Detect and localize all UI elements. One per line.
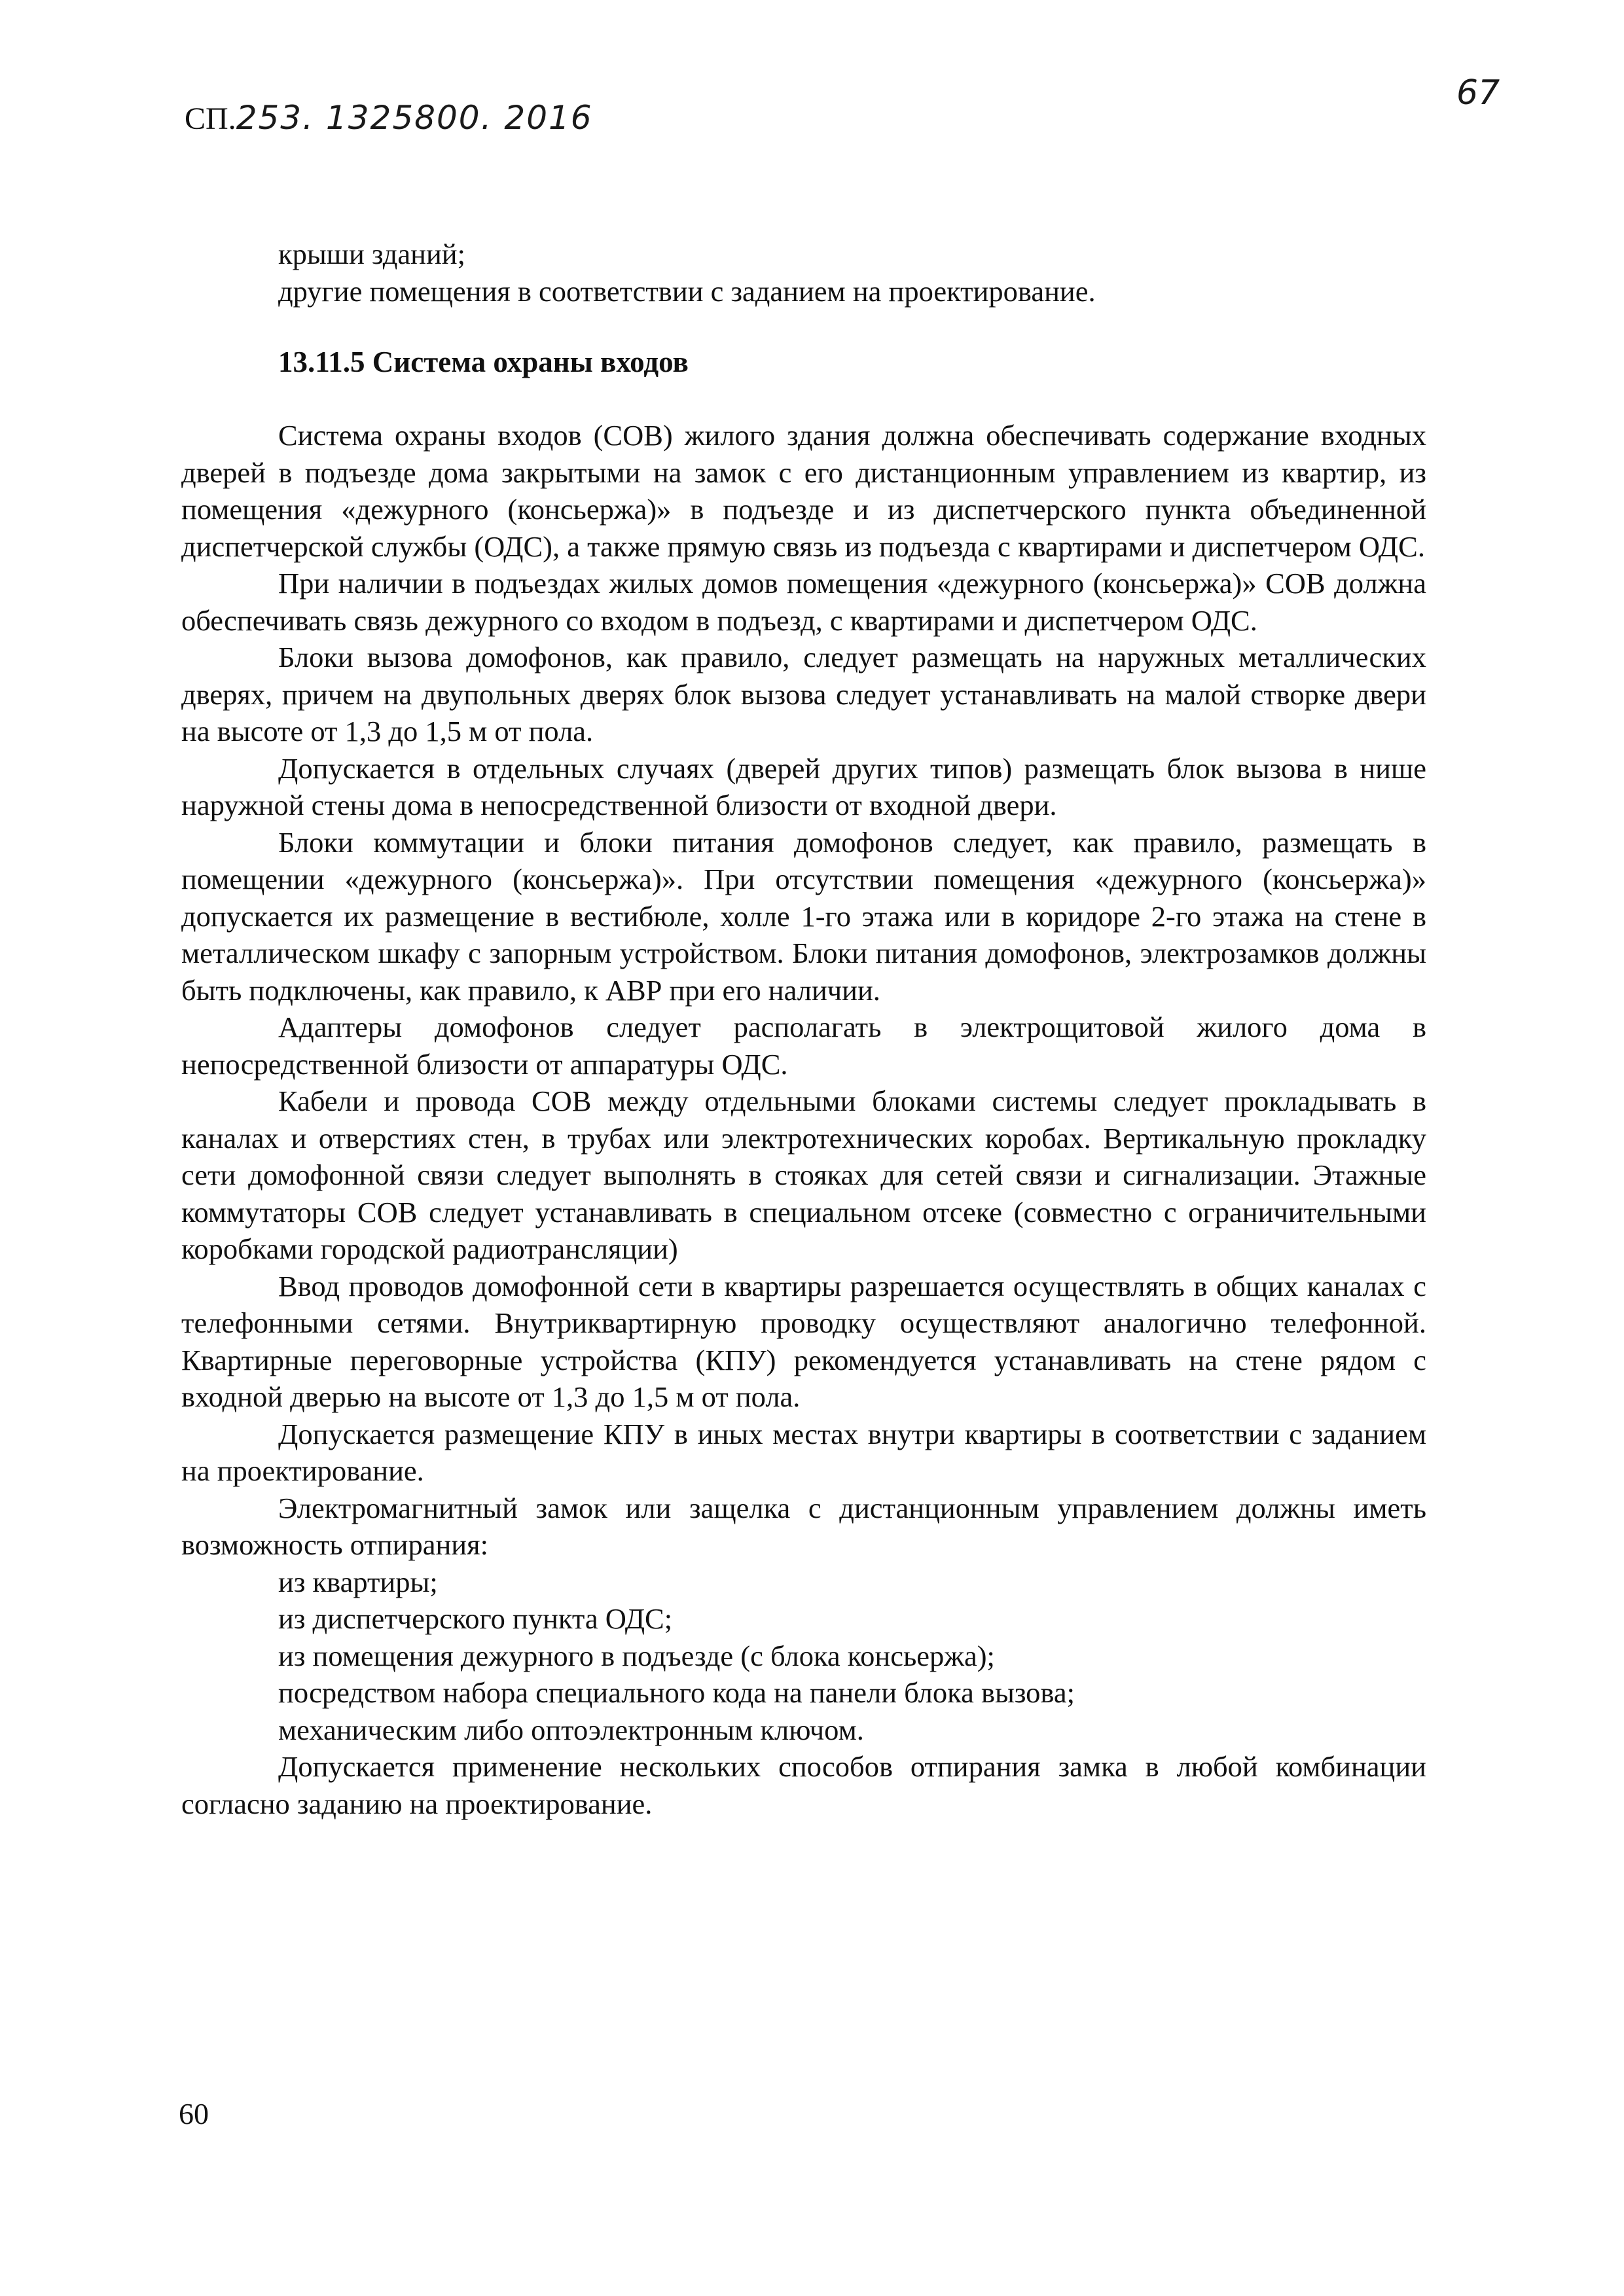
list-item: посредством набора специального кода на панели блока вызова; — [278, 1676, 1075, 1709]
paragraph: Система охраны входов (СОВ) жилого здания должна обеспечивать содержание входных дверей в подъезде дома закрытыми на замок с его дистанционным управлением из квартир, из помещения «дежурного (консьержа)» в подъезде и из диспетчерского пункта объединенной диспетчерской службы (ОДС), а также прямую связь из подъезда с квартирами и диспетчером ОДС. — [181, 419, 1426, 563]
paragraph: Ввод проводов домофонной сети в квартиры разрешается осуществлять в общих каналах с телефонными сетями. Внутриквартирную проводку осуществляют аналогично телефонной. Квартирные переговорные устройства (КПУ) рекомендуется устанавливать на стене рядом с входной дверью на высоте от 1,3 до 1,5 м от пола. — [181, 1269, 1426, 1413]
document-code-prefix: СП. — [185, 101, 236, 136]
list-item: из диспетчерского пункта ОДС; — [278, 1602, 673, 1635]
page-number: 60 — [179, 2097, 209, 2130]
closing-paragraph: Допускается применение нескольких способов отпирания замка в любой комбинации согласно заданию на проектирование. — [181, 1750, 1426, 1820]
paragraph: Блоки коммутации и блоки питания домофонов следует, как правило, размещать в помещении «дежурного (консьержа)». При отсутствии помещения «дежурного (консьержа)» допускается их размещение в вестибюле, холле 1-го этажа или в коридоре 2-го этажа на стене в металлическом шкафу с запорным устройством. Блоки питания домофонов, электрозамков должны быть подключены, как правило, к АВР при его наличии. — [181, 825, 1426, 1007]
list-item: механическим либо оптоэлектронным ключом. — [278, 1713, 864, 1746]
handwritten-page-number: 67 — [1456, 73, 1500, 113]
paragraph: Допускается в отдельных случаях (дверей других типов) размещать блок вызова в нише наружной стены дома в непосредственной близости от входной двери. — [181, 751, 1426, 821]
paragraph: Кабели и провода СОВ между отдельными блоками системы следует прокладывать в каналах и отверстиях стен, в трубах или электротехнических коробах. Вертикальную прокладку сети домофонной связи следует выполнять в стояках для сетей связи и сигнализации. Этажные коммутаторы СОВ следует устанавливать в специальном отсеке (совместно с ограничительными коробками городской радиотрансляции) — [181, 1085, 1426, 1265]
paragraph: Адаптеры домофонов следует располагать в электрощитовой жилого дома в непосредственной близости от аппаратуры ОДС. — [181, 1011, 1426, 1081]
document-code-handwritten: 253. 1325800. 2016 — [236, 99, 593, 137]
paragraph: Электромагнитный замок или защелка с дистанционным управлением должны иметь возможность отпирания: — [181, 1491, 1426, 1561]
paragraph: Блоки вызова домофонов, как правило, следует размещать на наружных металлических дверях, причем на двупольных дверях блок вызова следует устанавливать на малой створке двери на высоте от 1,3 до 1,5 м от пола. — [181, 641, 1426, 747]
section-heading: 13.11.5 Система охраны входов — [278, 346, 689, 378]
document-body — [181, 236, 1426, 1822]
list-item: из помещения дежурного в подъезде (с блока консьержа); — [278, 1639, 995, 1672]
list-item: из квартиры; — [278, 1565, 438, 1598]
paragraph: Допускается размещение КПУ в иных местах внутри квартиры в соответствии с заданием на проектирование. — [181, 1417, 1426, 1487]
document-code — [185, 98, 593, 139]
list-item: другие помещения в соответствии с заданием на проектирование. — [278, 274, 1096, 308]
list-item: крыши зданий; — [278, 238, 465, 270]
paragraph: При наличии в подъездах жилых домов помещения «дежурного (консьержа)» СОВ должна обеспечивать связь дежурного со входом в подъезд, с квартирами и диспетчером ОДС. — [181, 567, 1426, 637]
